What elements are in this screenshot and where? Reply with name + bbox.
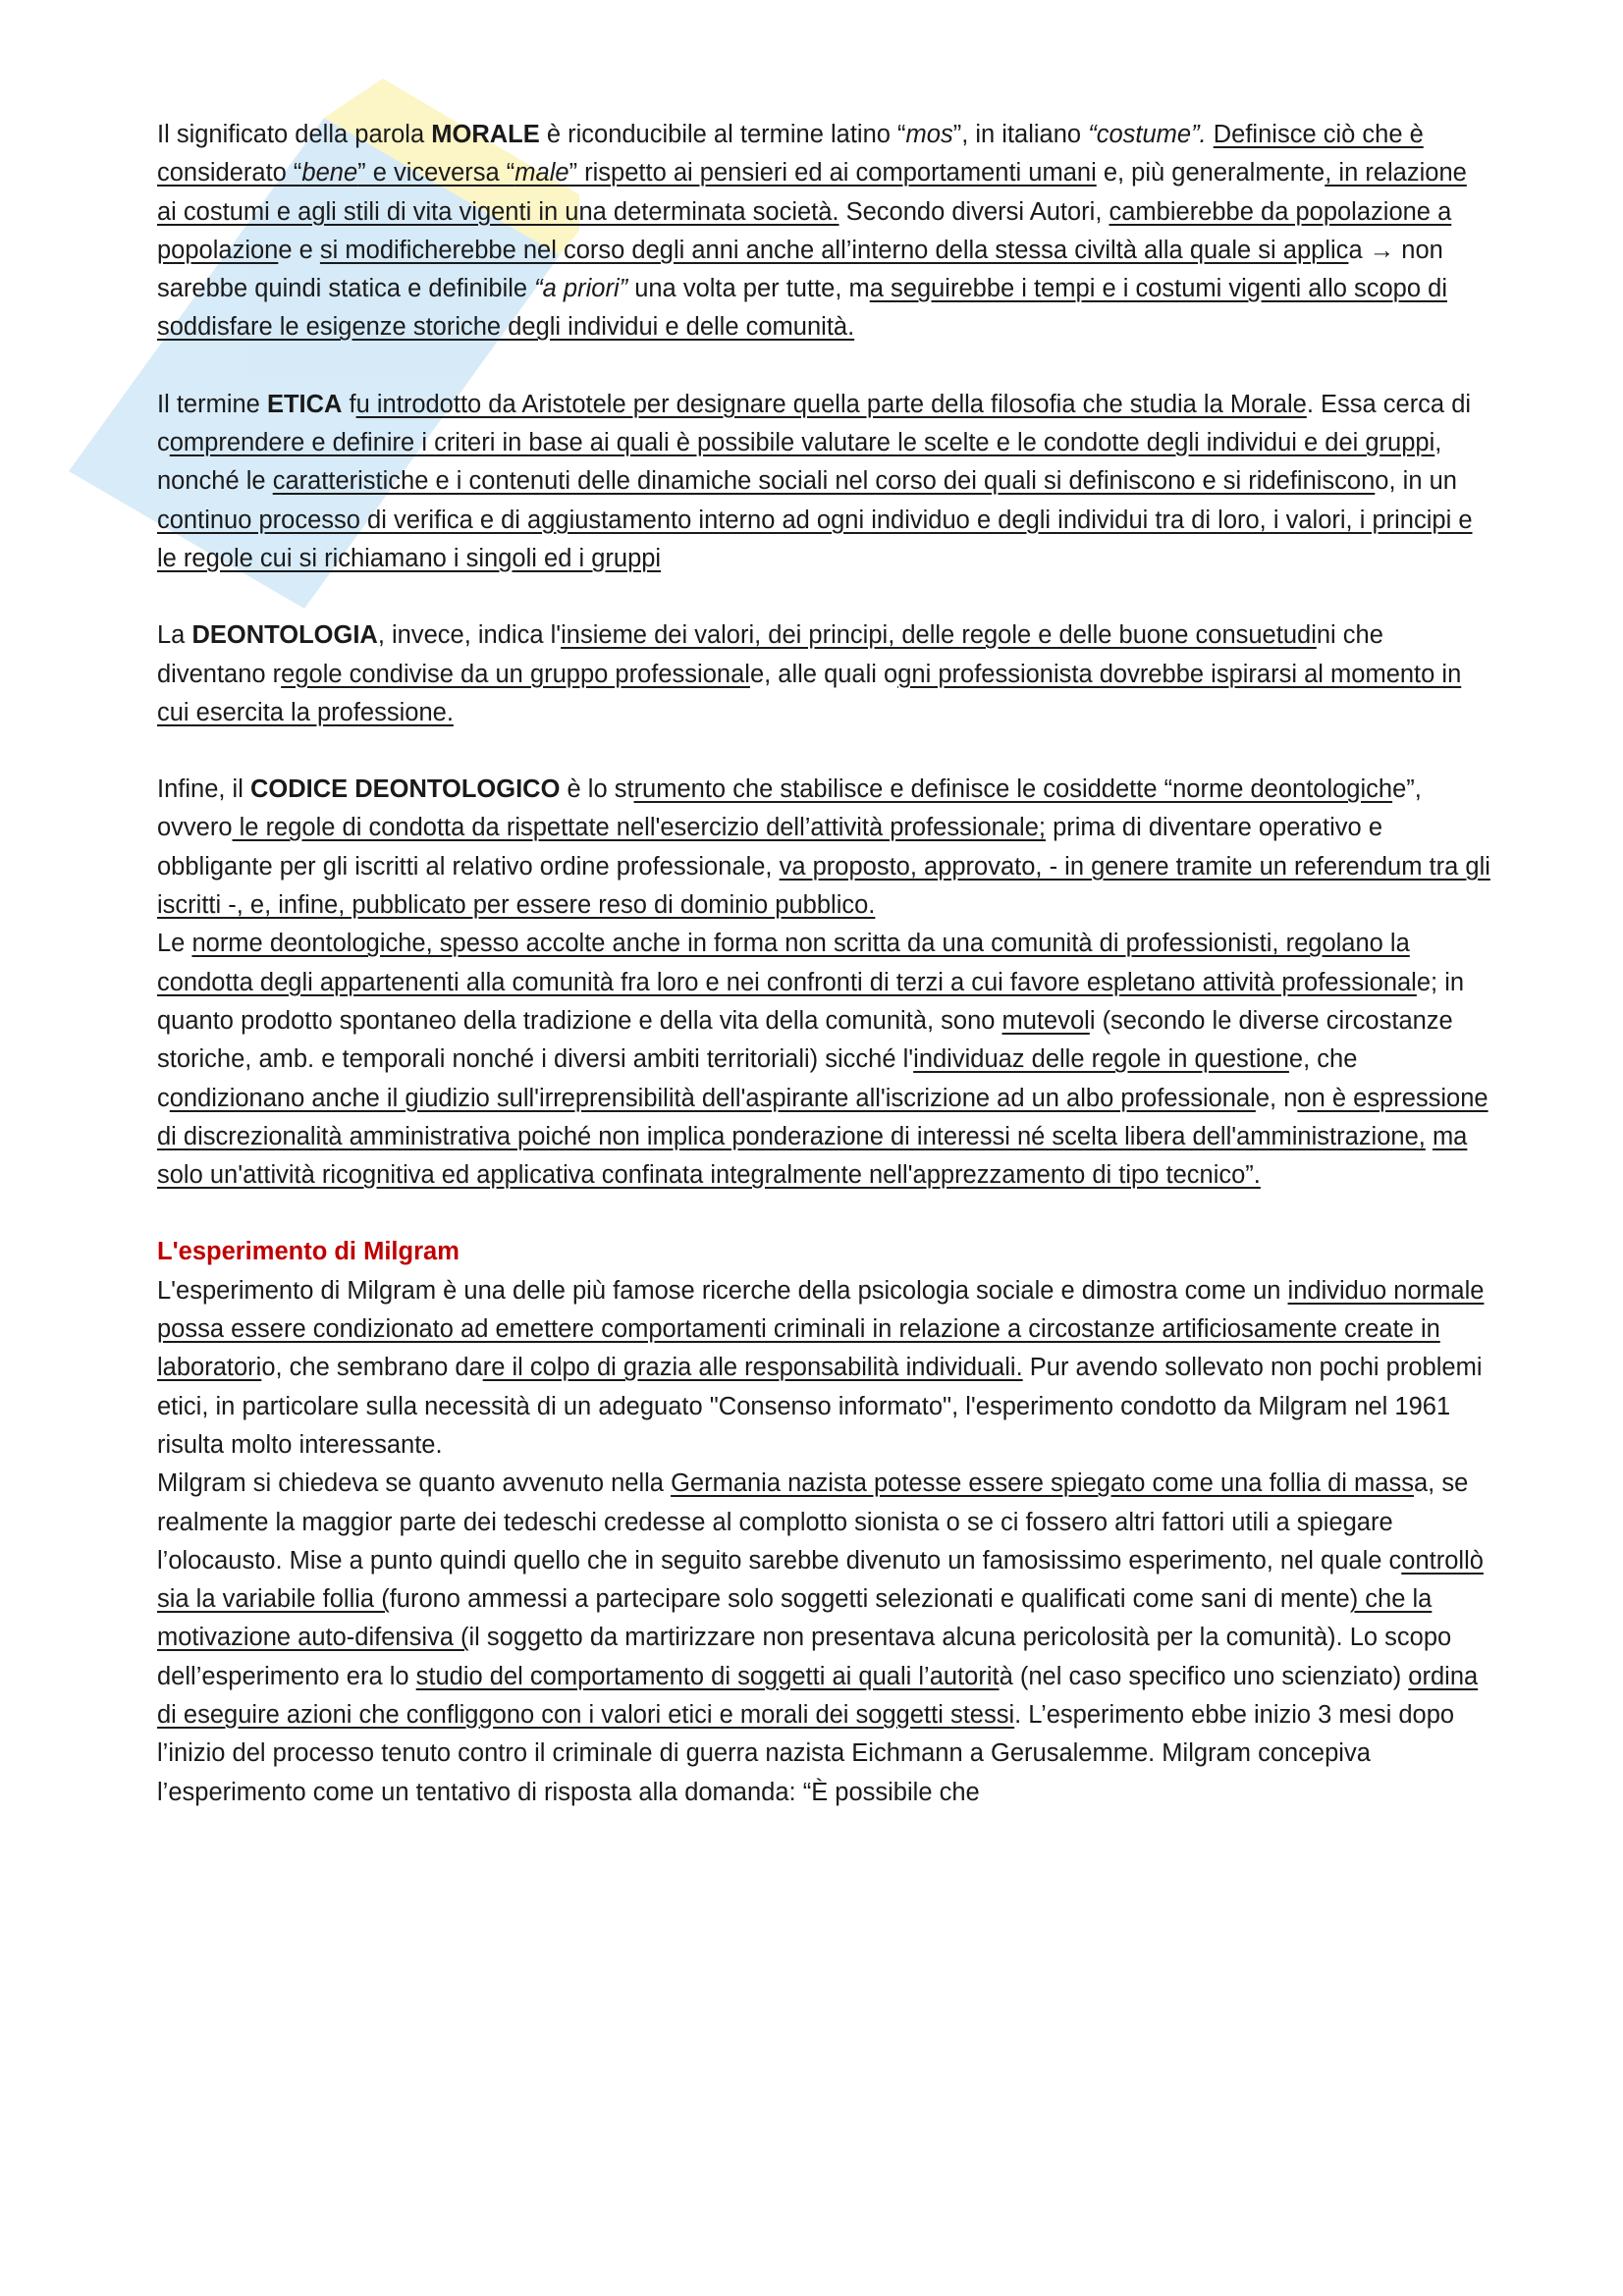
paragraph-norme-deontologiche: Le norme deontologiche, spesso accolte anche in forma non scritta da una comunità di professionisti, regolano la condotta degli appartenenti alla comunità fra loro e nei confronti di terzi a cui favore espletano attività professionale; in quanto prodotto spontaneo della tradizione e della vita della comunità, sono mutevoli (secondo le diverse circostanze storiche, amb. e temporali nonché i diversi ambiti territoriali) sicché l'individuaz delle regole in questione, che condizionano anche il giudizio sull'irreprensibilità dell'aspirante all'iscrizione ad un albo professionale, non è espressione di discrezionalità amministrativa poiché non implica ponderazione di interessi né scelta libera dell'amministrazione, ma solo un'attività ricognitiva ed applicativa confinata integralmente nell'apprezzamento di tipo tecnico”. (157, 930, 1488, 1190)
document-page (157, 116, 1492, 1812)
paragraph-milgram-details: Milgram si chiedeva se quanto avvenuto nella Germania nazista potesse essere spiegato come una follia di massa, se realmente la maggior parte dei tedeschi credesse al complotto sionista o se ci fossero altri fattori utili a spiegare l’olocausto. Mise a punto quindi quello che in seguito sarebbe divenuto un famosissimo esperimento, nel quale controllò sia la variabile follia (furono ammessi a partecipare solo soggetti selezionati e qualificati come sani di mente) che la motivazione auto-difensiva (il soggetto da martirizzare non presentava alcuna pericolosità per la comunità). Lo scopo dell’esperimento era lo studio del comportamento di soggetti ai quali l’autorità (nel caso specifico uno scienziato) ordina di eseguire azioni che confliggono con i valori etici e morali dei soggetti stessi. L’esperimento ebbe inizio 3 mesi dopo l’inizio del processo tenuto contro il criminale di guerra nazista Eichmann a Gerusalemme. Milgram concepiva l’esperimento come un tentativo di risposta alla domanda: “È possibile che (157, 1469, 1484, 1806)
section-heading-milgram: L'esperimento di Milgram (157, 1238, 460, 1266)
paragraph-etica: Il termine ETICA fu introdotto da Aristotele per designare quella parte della filosofia che studia la Morale. Essa cerca di comprendere e definire i criteri in base ai quali è possibile valutare le scelte e le condotte degli individui e dei gruppi, nonché le caratteristiche e i contenuti delle dinamiche sociali nel corso dei quali si definiscono e si ridefiniscono, in un continuo processo di verifica e di aggiustamento interno ad ogni individuo e degli individui tra di loro, i valori, i principi e le regole cui si richiamano i singoli ed i gruppi (157, 390, 1473, 572)
paragraph-codice-deontologico: Infine, il CODICE DEONTOLOGICO è lo strumento che stabilisce e definisce le cosiddette “norme deontologiche”, ovvero le regole di condotta da rispettate nell'esercizio dell’attività professionale; prima di diventare operativo e obbligante per gli iscritti al relativo ordine professionale, va proposto, approvato, - in genere tramite un referendum tra gli iscritti -, e, infine, pubblicato per essere reso di dominio pubblico. (157, 775, 1490, 920)
paragraph-morale: Il significato della parola MORALE è riconducibile al termine latino “mos”, in italiano “costume”. Definisce ciò che è considerato “bene” e viceversa “male” rispetto ai pensieri ed ai comportamenti umani e, più generalmente, in relazione ai costumi e agli stili di vita vigenti in una determinata società. Secondo diversi Autori, cambierebbe da popolazione a popolazione e si modificherebbe nel corso degli anni anche all’interno della stessa civiltà alla quale si applica → non sarebbe quindi statica e definibile “a priori” una volta per tutte, ma seguirebbe i tempi e i costumi vigenti allo scopo di soddisfare le esigenze storiche degli individui e delle comunità. (157, 121, 1467, 342)
paragraph-deontologia: La DEONTOLOGIA, invece, indica l'insieme dei valori, dei principi, delle regole e delle buone consuetudini che diventano regole condivise da un gruppo professionale, alle quali ogni professionista dovrebbe ispirarsi al momento in cui esercita la professione. (157, 621, 1462, 726)
paragraph-milgram-intro: L'esperimento di Milgram è una delle più famose ricerche della psicologia sociale e dimostra come un individuo normale possa essere condizionato ad emettere comportamenti criminali in relazione a circostanze artificiosamente create in laboratorio, che sembrano dare il colpo di grazia alle responsabilità individuali. Pur avendo sollevato non pochi problemi etici, in particolare sulla necessità di un adeguato "Consenso informato", l'esperimento condotto da Milgram nel 1961 risulta molto interessante. (157, 1276, 1485, 1459)
